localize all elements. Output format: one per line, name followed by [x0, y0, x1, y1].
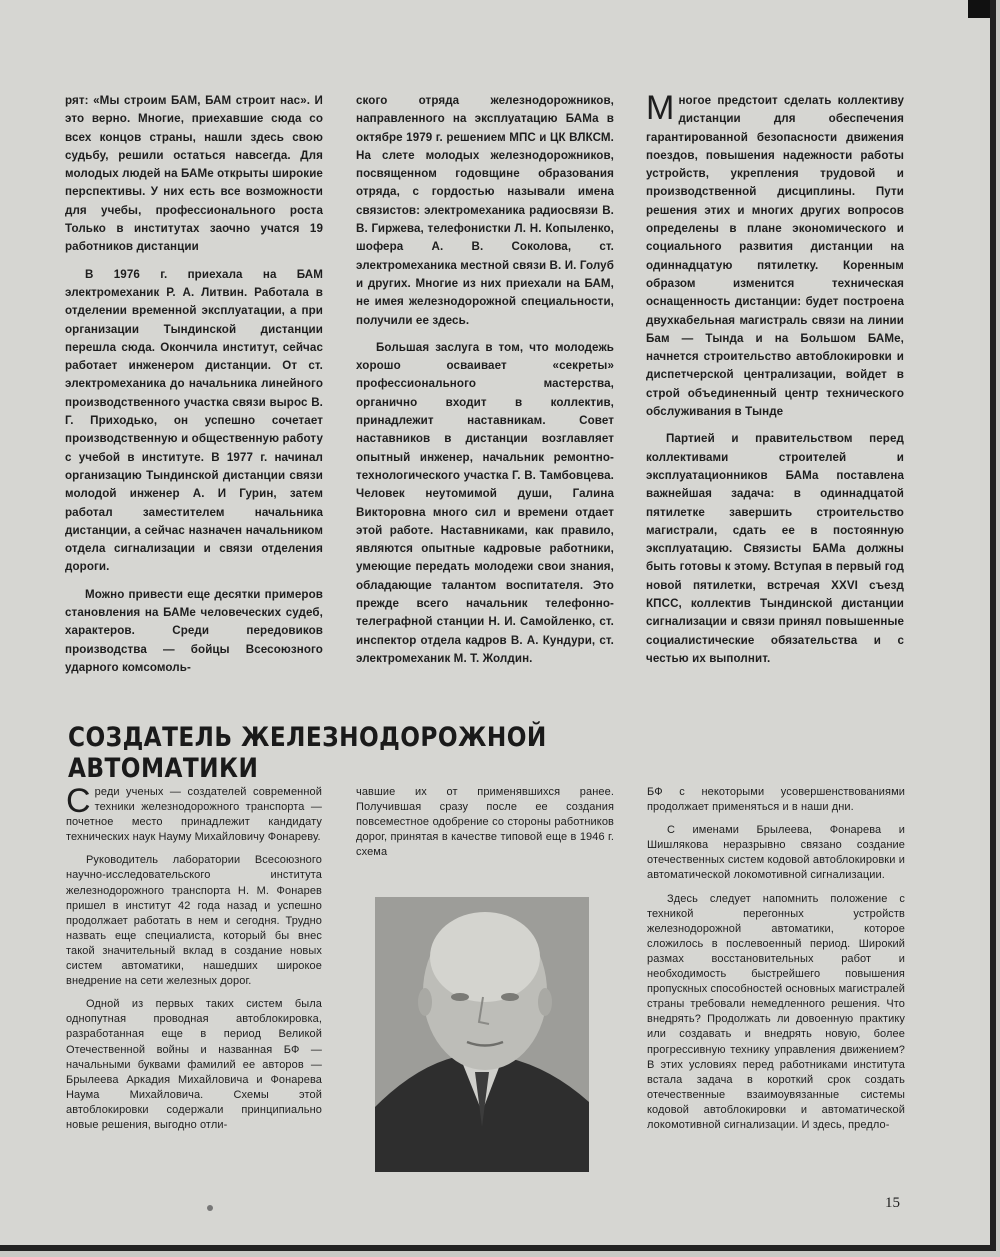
- print-dot: [207, 1205, 213, 1211]
- page-number: 15: [885, 1195, 900, 1211]
- bottom-column-3: [647, 785, 905, 1133]
- drop-cap: С: [66, 782, 91, 820]
- portrait-image: [375, 897, 589, 1172]
- paragraph: Партией и правительством перед коллективами строителей и эксплуатационников БАМа поставлена важнейшая задача: в одиннадцатой пятилетке завершить строительство магистрали, сдать ее в постоянную эксплуатацию. Связисты БАМа должны быть готовы к этому. Вступая в первый год новой пятилетки, встречая XXVI съезд КПСС, коллектив Тындинской дистанции сигнализации и связи принял повышенные социалистические обязательства и с честью их выполнит.: [646, 432, 904, 665]
- top-column-3: [646, 89, 904, 668]
- top-column-2: [356, 92, 614, 668]
- bottom-column-1: [66, 782, 322, 1133]
- paragraph: рят: «Мы строим БАМ, БАМ строит нас». И это верно. Многие, приехавшие сюда со всех концов страны, нашли здесь свою судьбу, решили остаться навсегда. Для молодых людей на БАМе открыты широкие перспективы. У них есть все возможности для учебы, профессионального роста Только в институтах заочно учатся 19 работников дистанции: [65, 94, 323, 254]
- paragraph: БФ с некоторыми усовершенствованиями продолжает применяться и в наши дни.: [647, 786, 905, 814]
- drop-cap: М: [646, 89, 675, 127]
- bottom-column-2: [356, 785, 614, 860]
- paragraph: Большая заслуга в том, что молодежь хорошо осваивает «секреты» профессионального мастерства, органично входит в коллектив, принадлежит наставникам. Совет наставников в дистанции возглавляет опытный инженер, начальник ремонтно-технологического участка Г. В. Тамбовцева. Человек неутомимой души, Галина Викторовна много сил и времени отдает этой работе. Наставниками, как правило, являются опытные кадровые работники, умеющие передать молодежи свои знания, обладающие талантом воспитателя. Это прежде всего начальник телефонно-телеграфной станции Н. И. Самойленко, ст. инспектор отдела кадров В. А. Кундури, ст. электромеханик М. Т. Жолдин.: [356, 340, 614, 665]
- portrait-photo: [375, 897, 589, 1172]
- paragraph: Одной из первых таких систем была однопутная проводная автоблокировка, разработанная еще в период Великой Отечественной войны и названная БФ — начальными буквами фамилий ее авторов — Брылеева Аркадия Михайловича и Фонарева Наума Михайловича. Схемы этой автоблокировки содержали принципиально новые решения, выгодно отли-: [66, 998, 322, 1131]
- article-headline: СОЗДАТЕЛЬ ЖЕЛЕЗНОДОРОЖНОЙ АВТОМАТИКИ: [68, 722, 547, 784]
- page-corner-mark: [968, 0, 990, 18]
- paragraph: Руководитель лаборатории Всесоюзного научно-исследовательского института железнодорожного транспорта Н. М. Фонарев пришел в институт 42 года назад и успешно продолжает работать в нем и сегодня. Трудно назвать еще специалиста, который бы внес такой значительный вклад в создание новых систем автоматики, нашедших широкое внедрение на сети железных дорог.: [66, 854, 322, 988]
- paragraph: Многое предстоит сделать коллективу дистанции для обеспечения гарантированной безопасности движения поездов, повышения надежности работы устройств, укрепления трудовой и производственной дисциплины. Пути решения этих и многих других вопросов определены в плане экономического и социального развития дистанции на одиннадцатую пятилетку. Коренным образом изменится техническая оснащенность дистанции: будет построена двухкабельная магистраль связи на линии Бам — Тында и на Большом БАМе, начнется строительство автоблокировки и диспетчерской централизации, войдет в строй объединенный центр технического обслуживания в Тынде: [646, 89, 904, 419]
- paragraph: ского отряда железнодорожников, направленного на эксплуатацию БАМа в октябре 1979 г. решением МПС и ЦК ВЛКСМ. На слете молодых железнодорожников, посвященном годовщине образования отряда, с гордостью называли имена связистов: электромеханика радиосвязи В. В. Гиржева, телефонистки Л. Н. Копыленко, шофера А. В. Соколова, ст. электромеханика местной связи В. И. Голуб и других. Многие из них приехали на БАМ, не имея железнодорожной специальности, получили ее здесь.: [356, 94, 614, 327]
- paragraph: чавшие их от применявшихся ранее. Получившая сразу после ее создания повсеместное одобрение со стороны работников дорог, принятая в качестве типовой еще в 1946 г. схема: [356, 786, 614, 859]
- paragraph: Можно привести еще десятки примеров становления на БАМе человеческих судеб, характеров. Среди передовиков производства — бойцы Всесоюзного ударного комсомоль-: [65, 587, 323, 674]
- paragraph: С именами Брылеева, Фонарева и Шишлякова неразрывно связано создание отечественных систем кодовой автоблокировки и автоматической локомотивной сигнализации.: [647, 824, 905, 882]
- paragraph: Здесь следует напомнить положение с техникой перегонных устройств железнодорожной автоматики, которое сложилось в послевоенный период. Широкий размах восстановительных работ и необходимость быстрейшего повышения пропускных способностей основных магистралей страны требовали немедленного решения. Что внедрять? Продолжать ли довоенную практику или создавать и внедрять новую, более прогрессивную технику управления движением? В этих условиях перед работниками института встала задача в короткий срок создать отечественные взаимоувязанные системы кодовой автоблокировки и автоматической локомотивной сигнализации. И здесь, предло-: [647, 892, 905, 1131]
- top-column-1: [65, 92, 323, 677]
- paragraph: Среди ученых — создателей современной техники железнодорожного транспорта — почетное место принадлежит кандидату технических наук Науму Михайловичу Фонареву.: [66, 782, 322, 844]
- paragraph: В 1976 г. приехала на БАМ электромеханик Р. А. Литвин. Работала в отделении временной эксплуатации, а при организации Тындинской дистанции перешла сюда. Окончила институт, сейчас работает инженером дистанции. От ст. электромеханика до начальника линейного производственного участка связи вырос В. Г. Приходько, он успешно сочетает производственную и общественную работу с учебой в институте. В 1977 г. начинал организацию Тындинской дистанции связи молодой инженер А. И Гурин, затем работал заместителем начальника дистанции, а сейчас назначен начальником отдела сигнализации и связи отделения дороги.: [65, 267, 323, 574]
